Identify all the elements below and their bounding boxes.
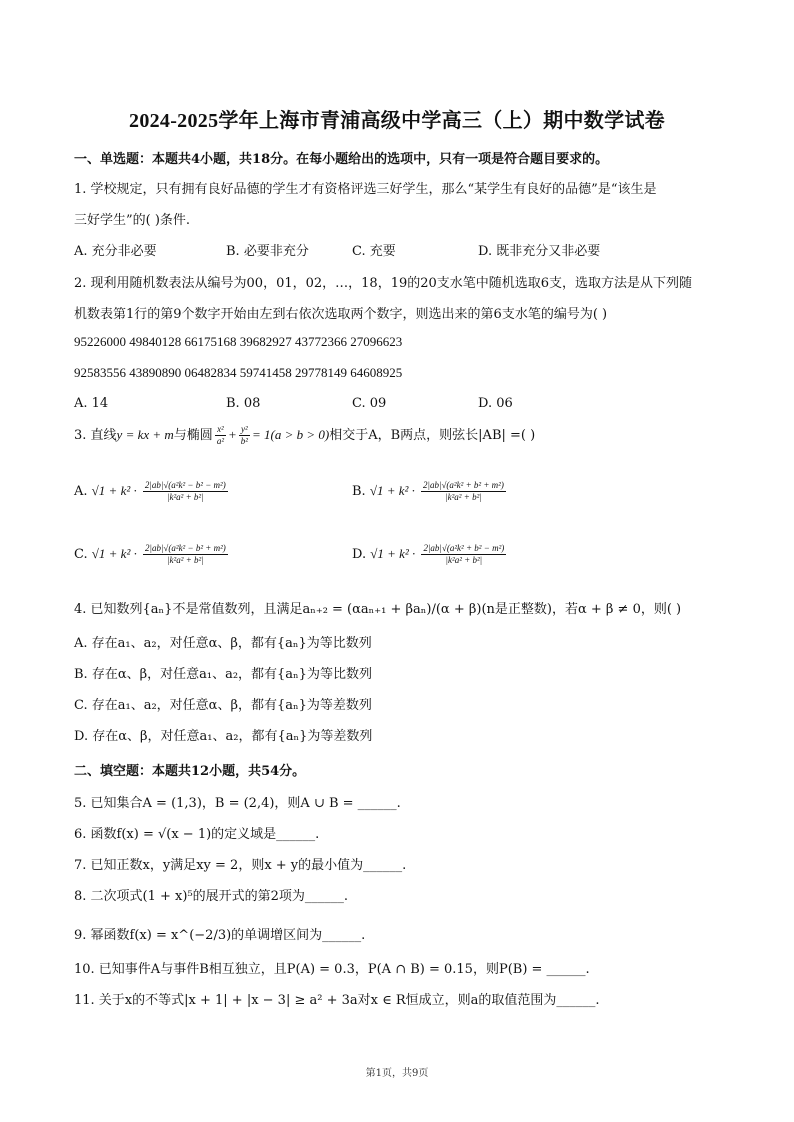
q2-line1: 2. 现利用随机数表法从编号为00，01，02，…，18，19的20支水笔中随机选取6支，选取方法是从下列随 [74, 276, 693, 291]
q7: 7. 已知正数x，y满足xy = 2，则x + y的最小值为______. [74, 858, 407, 873]
q2-option-c: C. 09 [352, 396, 387, 411]
q3-option-a: A. √1 + k² · $\frac{\text{2|ab|√(a²k² − b² − m²)}}{\text{|k²a² + b²|}}$ [74, 480, 226, 502]
q4-option-d: D. 存在α、β，对任意a₁、a₂，都有{aₙ}为等差数列 [74, 729, 373, 744]
q2-random-row-2: 92583556 43890890 06482834 59741458 29778149 64608925 [74, 365, 403, 380]
q3-stem: 3. 直线y = kx + m与椭圆 $\frac{\text{x²}}{\text{a²}}$ + $\frac{\text{y²}}{\text{b²}}$ = 1(a > b > 0)相交于A，B两点，则弦长|AB| =( ) [74, 424, 536, 446]
q3-ellipse-frac-x: $\frac{\text{x²}}{\text{a²}}$ [216, 424, 225, 446]
q3-line-equation: y = kx + m [116, 427, 174, 442]
q3-condition: = 1(a > b > 0) [252, 427, 330, 442]
q2-option-d: D. 06 [478, 396, 513, 411]
q5: 5. 已知集合A = (1,3)，B = (2,4)，则A ∪ B = ______. [74, 796, 401, 811]
section-1-heading: 一、单选题：本题共4小题，共18分。在每小题给出的选项中，只有一项是符合题目要求的。 [74, 152, 609, 167]
q3-ellipse-frac-y: $\frac{\text{y²}}{\text{b²}}$ [240, 424, 248, 446]
q1-line1: 1. 学校规定，只有拥有良好品德的学生才有资格评选三好学生，那么“某学生有良好的品德”是“该生是 [74, 182, 657, 197]
q4-option-a: A. 存在a₁、a₂，对任意α、β，都有{aₙ}为等比数列 [74, 636, 372, 651]
q2-line2: 机数表第1行的第9个数字开始由左到右依次选取两个数字，则选出来的第6支水笔的编号为( ) [74, 307, 608, 322]
q3-pre: 3. 直线 [74, 428, 117, 443]
q2-random-row-1: 95226000 49840128 66175168 39682927 43772366 27096623 [74, 334, 403, 349]
q2-option-a: A. 14 [74, 396, 109, 411]
q1-option-c: C. 充要 [352, 244, 396, 259]
section-2-heading: 二、填空题：本题共12小题，共54分。 [74, 764, 306, 779]
q8: 8. 二次项式(1 + x)⁵的展开式的第2项为______. [74, 889, 349, 904]
q4-option-c: C. 存在a₁、a₂，对任意α、β，都有{aₙ}为等差数列 [74, 698, 372, 713]
q3-post: 相交于A，B两点，则弦长|AB| =( ) [329, 428, 536, 443]
q1-option-a: A. 充分非必要 [74, 244, 157, 259]
q10: 10. 已知事件A与事件B相互独立，且P(A) = 0.3，P(A ∩ B) = 0.15，则P(B) = ______. [74, 962, 590, 977]
q3-option-b: B. √1 + k² · $\frac{\text{2|ab|√(a²k² + b² + m²)}}{\text{|k²a² + b²|}}$ [352, 480, 504, 502]
q3-mid: 与椭圆 [173, 428, 213, 443]
q3-option-c: C. √1 + k² · $\frac{\text{2|ab|√(a²k² − b² + m²)}}{\text{|k²a² + b²|}}$ [74, 543, 226, 565]
q4-stem: 4. 已知数列{aₙ}不是常值数列，且满足aₙ₊₂ = (αaₙ₊₁ + βaₙ)/(α + β)(n是正整数)，若α + β ≠ 0，则( ) [74, 602, 682, 617]
q9: 9. 幂函数f(x) = x^(−2/3)的单调增区间为______. [74, 928, 366, 943]
q1-line2: 三好学生”的( )条件. [74, 213, 191, 228]
q4-option-b: B. 存在α、β，对任意a₁、a₂，都有{aₙ}为等比数列 [74, 667, 372, 682]
q6: 6. 函数f(x) = √(x − 1)的定义域是______. [74, 827, 320, 842]
page-title: 2024-2025学年上海市青浦高级中学高三（上）期中数学试卷 [129, 110, 665, 132]
q11: 11. 关于x的不等式|x + 1| + |x − 3| ≥ a² + 3a对x ∈ R恒成立，则a的取值范围为______. [74, 993, 600, 1008]
q1-option-d: D. 既非充分又非必要 [478, 244, 601, 259]
q3-option-d: D. √1 + k² · $\frac{\text{2|ab|√(a²k² + b² − m²)}}{\text{|k²a² + b²|}}$ [352, 543, 505, 565]
page-footer: 第1页，共9页 [365, 1068, 429, 1079]
q2-option-b: B. 08 [226, 396, 261, 411]
q1-option-b: B. 必要非充分 [226, 244, 309, 259]
